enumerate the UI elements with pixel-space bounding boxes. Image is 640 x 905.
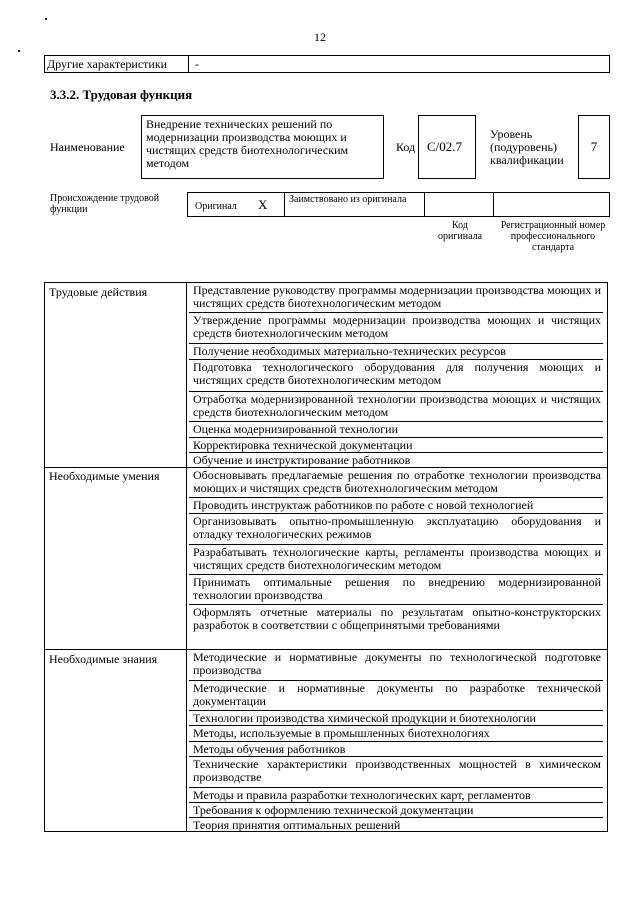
- original-mark: X: [258, 197, 268, 212]
- table-row: Методы и правила разработки технологических карт, регламентов: [189, 788, 603, 803]
- other-characteristics-label: Другие характеристики: [47, 57, 168, 71]
- scan-speck: ■: [18, 48, 21, 53]
- section-label: Необходимые знания: [49, 652, 158, 666]
- original-label: Оригинал: [195, 201, 237, 212]
- name-label: Наименование: [50, 140, 125, 154]
- level-value: 7: [578, 115, 610, 179]
- table-row: Методы обучения работников: [189, 742, 603, 757]
- page-number: 12: [314, 30, 326, 44]
- code-caption: Код оригинала: [437, 220, 483, 242]
- table-row: Оформлять отчетные материалы по результатам опытно-конструкторских разработок в соответствии с общепринятыми требованиями: [193, 605, 601, 632]
- table-row: Корректировка технической документации: [189, 438, 603, 453]
- scan-speck: ■: [45, 16, 48, 21]
- table-row: Теория принятия оптимальных решений: [193, 818, 401, 832]
- other-characteristics-row: [44, 55, 610, 73]
- table-row: Утверждение программы модернизации производства моющих и чистящих средств биотехнологическим методом: [189, 313, 603, 344]
- function-name: Внедрение технических решений по модернизации производства моющих и чистящих средств биотехнологическим методом: [141, 115, 384, 179]
- table-row: Отработка модернизированной технологии производства моющих и чистящих средств биотехнологическим методом: [189, 392, 603, 422]
- section-label: Необходимые умения: [49, 469, 160, 483]
- section-heading: 3.3.2. Трудовая функция: [50, 87, 193, 102]
- table-row: Организовывать опытно-промышленную эксплуатацию оборудования и отладку технологических режимов: [189, 514, 603, 545]
- table-row: Представление руководству программы модернизации производства моющих и чистящих средств биотехнологическим методом: [189, 283, 603, 313]
- code-label: Код: [396, 140, 416, 154]
- table-row: Технические характеристики производственных мощностей в химическом производстве: [189, 757, 603, 788]
- table-row: Принимать оптимальные решения по внедрению модернизированной технологии производства: [189, 575, 603, 605]
- table-row: Получение необходимых материально-технических ресурсов: [189, 344, 603, 360]
- section-label: Трудовые действия: [49, 285, 148, 299]
- table-row: Методы, используемые в промышленных биотехнологиях: [189, 726, 603, 742]
- origin-box: [187, 192, 610, 217]
- table-row: Требования к оформлению технической документации: [189, 803, 603, 818]
- origin-label: Происхождение трудовой функции: [50, 193, 160, 215]
- table-row: Обосновывать предлагаемые решения по отработке технологии производства моющих и чистящих средств биотехнологическим методом: [189, 468, 603, 498]
- table-row: Подготовка технологического оборудования для получения моющих и чистящих средств биотехнологическим методом: [189, 360, 603, 392]
- other-characteristics-value: -: [195, 57, 199, 71]
- table-row: Оценка модернизированной технологии: [189, 422, 603, 438]
- table-row: Методические и нормативные документы по разработке технической документации: [189, 681, 603, 711]
- code-value: С/02.7: [418, 115, 476, 179]
- requirements-table: [44, 282, 608, 832]
- borrowed-label: Заимствовано из оригинала: [289, 194, 407, 205]
- level-label: Уровень (подуровень) квалификации: [490, 127, 564, 167]
- table-row: Методические и нормативные документы по технологической подготовке производства: [189, 650, 603, 681]
- table-row: Обучение и инструктирование работников: [193, 453, 411, 467]
- table-row: Разрабатывать технологические карты, регламенты производства моющих и чистящих средств биотехнологическим методом: [189, 545, 603, 575]
- reg-caption: Регистрационный номер профессионального стандарта: [500, 220, 606, 253]
- table-row: Технологии производства химической продукции и биотехнологии: [189, 711, 603, 726]
- table-row: Проводить инструктаж работников по работе с новой технологией: [189, 498, 603, 514]
